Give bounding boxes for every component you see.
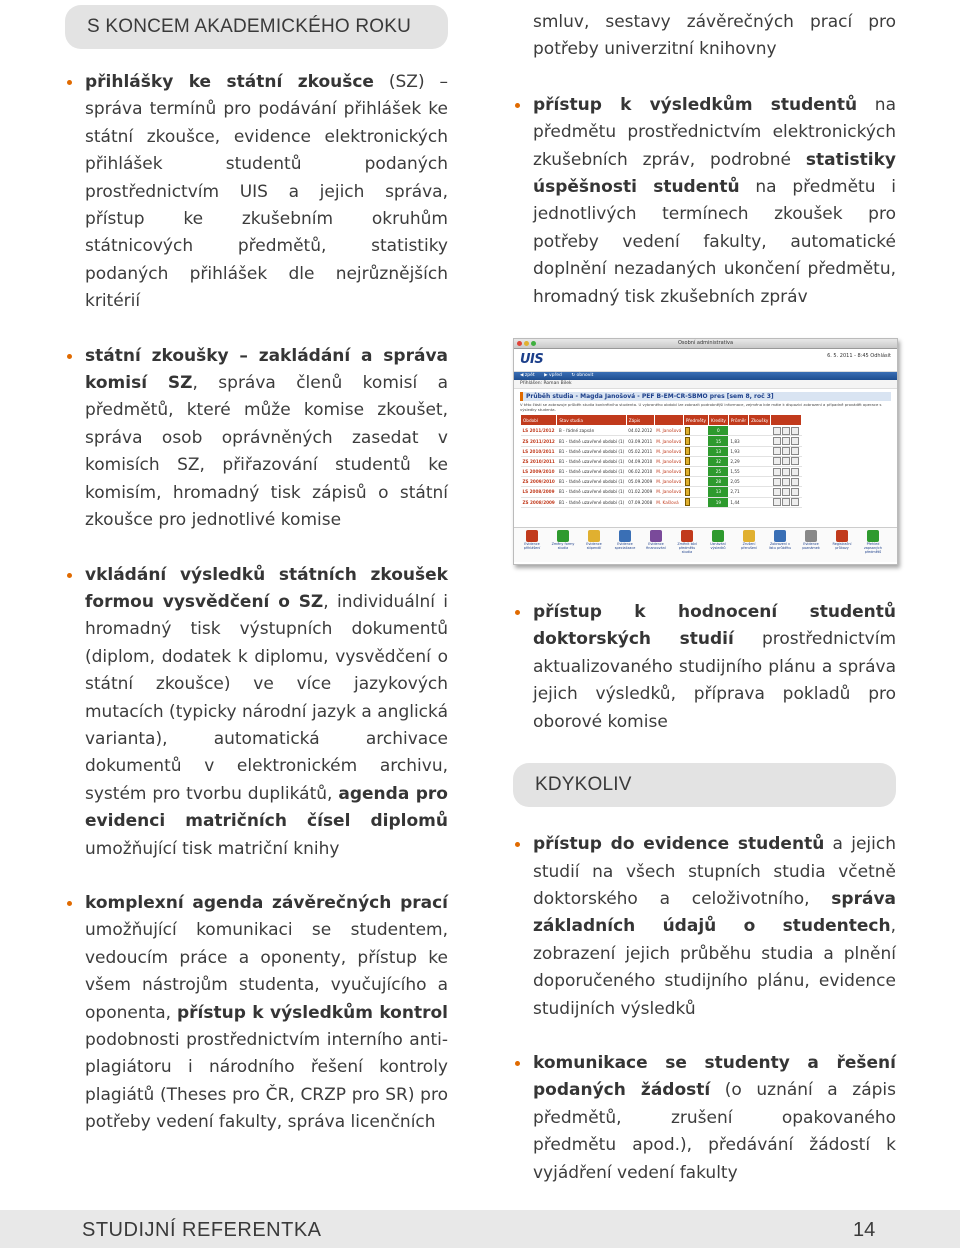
search-icon[interactable]: [791, 457, 799, 465]
edit-icon[interactable]: [773, 498, 781, 506]
cell-pr: 1,83: [728, 436, 748, 446]
search-icon[interactable]: [791, 437, 799, 445]
cell-ref: M. Janošová: [654, 477, 683, 487]
toolbar-item[interactable]: [768, 530, 792, 551]
toolbar-item[interactable]: [675, 530, 699, 554]
toolbar-item[interactable]: [830, 530, 854, 551]
edit-icon[interactable]: [773, 468, 781, 476]
cell-cr: 13: [708, 487, 728, 497]
right-column: [513, 0, 896, 1214]
search-icon[interactable]: [791, 427, 799, 435]
cell-ref: M. Kašlová: [654, 497, 683, 507]
cell-ref: M. Janošová: [654, 446, 683, 456]
cell-pr: 1,93: [728, 446, 748, 456]
row-actions: [771, 467, 802, 477]
section-title-anytime: KDYKOLIV: [513, 763, 896, 807]
print-icon[interactable]: [782, 437, 790, 445]
toolbar-item-label: Změny formy studia: [551, 542, 575, 550]
section-title-end-of-year: S KONCEM AKADEMICKÉHO ROKU: [65, 5, 448, 49]
cell-cr: 19: [708, 497, 728, 507]
subjects-bar-icon: [683, 436, 708, 446]
bar-icon[interactable]: [685, 498, 690, 506]
toolbar-item-label: Evidence stipendií: [586, 542, 602, 550]
list-item: komunikace se studenty a řešení podaných žádostí (o uznání a zápis předmětů, zrušení opakovaného předmětu apod.), předávání žádostí k vyjádření vedení fakulty: [513, 1050, 896, 1187]
toolbar-item-label: Evidence specializace: [614, 542, 636, 550]
subjects-bar-icon: [683, 477, 708, 487]
list-item: státní zkoušky – zakládání a správa komisí SZ, správa členů komisí a předmětů, které může komise zkoušet, správa osob oprávněných zasedat v komisích SZ, přiřazování studentů ke komisím, hromadný tisk zápisů o státní zkoušce pro jednotlivé komise: [65, 343, 448, 535]
toolbar-item-icon: [836, 530, 848, 542]
cell-stav: B1 - řádně uzavřené období (1): [557, 436, 626, 446]
toolbar-item-icon: [557, 530, 569, 542]
cell-pr: [728, 426, 748, 436]
list-item: přístup k hodnocení studentů doktorských studií prostřednictvím aktualizovaného studijního plánu a správa jejich výsledků, příprava pokladů pro oborové komise: [513, 599, 896, 736]
toolbar-item-label: Evidence financování: [646, 542, 666, 550]
page-title: Průběh studia - Magda Janošová - PEF B-EM-CR-SBMO pres [sem 8, roč 3]: [520, 392, 891, 401]
minimize-icon[interactable]: [524, 341, 529, 346]
row-actions: [771, 426, 802, 436]
app-header: [514, 349, 897, 372]
print-icon[interactable]: [782, 427, 790, 435]
subjects-bar-icon: [683, 497, 708, 507]
cell-ref: M. Janošová: [654, 487, 683, 497]
cell-zk: [749, 497, 771, 507]
study-table: [520, 414, 802, 508]
print-icon[interactable]: [782, 488, 790, 496]
cell-stav: B1 - řádně uzavřené období (1): [557, 446, 626, 456]
edit-icon[interactable]: [773, 478, 781, 486]
cell-stav: B - řádné zapsán: [557, 426, 626, 436]
cell-zk: [749, 477, 771, 487]
table-row[interactable]: [521, 456, 802, 466]
list-item: přihlášky ke státní zkoušce (SZ) – správa termínů pro podávání přihlášek ke státní zkoušce, evidence elektronických přihlášek studentů podaných prostřednictvím UIS a jejich správa, přístup ke zkušebním okruhům státnicových předmětů, statistiky podaných přihlášek dle nejrůznějších kritérií: [65, 69, 448, 316]
list-item: vkládání výsledků státních zkoušek formou vysvědčení o SZ, individuální i hromadný tisk výstupních dokumentů (diplom, dodatek k diplomu, vysvědčení o státní zkoušce) ve více jazykových mutacích (typicky národní jazyk a anglická varianta), automatická archivace dokumentů v elektronickém archivu, systém pro tvorbu duplikátů, agenda pro evidenci matričních čísel diplomů umožňující tisk matriční knihy: [65, 562, 448, 863]
toolbar-item-icon: [681, 530, 693, 542]
bar-icon[interactable]: [685, 447, 690, 455]
toolbar-item-icon: [743, 530, 755, 542]
cell-sem: LS 2008/2009: [521, 487, 557, 497]
cell-stav: B1 - řádně uzavřené období (1): [557, 497, 626, 507]
toolbar-item-icon: [805, 530, 817, 542]
edit-icon[interactable]: [773, 427, 781, 435]
list-item: komplexní agenda závěrečných prací umožňující komunikaci se studentem, vedoucím práce a oponenty, přístup ke všem nástrojům studenta, vyučujícího a oponenta, přístup k výsledkům kontrol podobnosti prostřednictvím interního anti-plagiátoru i národního řešení kontroly plagiátů (Theses pro ČR, CRZP pro SR) pro potřeby vedení fakulty, správa licenčních: [65, 890, 448, 1137]
cell-cr: 15: [708, 436, 728, 446]
cell-sem: LS 2011/2012: [521, 426, 557, 436]
toolbar-item-label: Zrušení přerušení: [740, 542, 758, 550]
search-icon[interactable]: [791, 478, 799, 486]
search-icon[interactable]: [791, 498, 799, 506]
cell-date: 03.09.2011: [626, 436, 654, 446]
toolbar-item[interactable]: [861, 530, 885, 554]
cell-sem: ZS 2008/2009: [521, 497, 557, 507]
cell-cr: 25: [708, 467, 728, 477]
forward-button[interactable]: ▶ vpřed: [544, 373, 562, 379]
right-bullet-list-c: [513, 831, 896, 1187]
search-icon[interactable]: [791, 488, 799, 496]
toolbar-item-label: Změnit kód předmětu studia: [677, 542, 697, 554]
header-session: 6. 5. 2011 - 8:45 Odhlásit: [827, 353, 891, 360]
back-button[interactable]: ◀ zpět: [520, 373, 535, 379]
cell-sem: ZS 2009/2010: [521, 477, 557, 487]
left-column: [65, 0, 448, 1164]
cell-stav: B1 - řádně uzavřené období (1): [557, 456, 626, 466]
cell-pr: 1,55: [728, 467, 748, 477]
action-toolbar: [514, 527, 897, 562]
cell-date: 01.02.2009: [626, 487, 654, 497]
toolbar-item[interactable]: [799, 530, 823, 551]
toolbar-item[interactable]: [582, 530, 606, 551]
cell-ref: M. Janošová: [654, 456, 683, 466]
toolbar-item[interactable]: [551, 530, 575, 551]
cell-pr: 2,71: [728, 487, 748, 497]
toolbar-item-icon: [526, 530, 538, 542]
right-bullet-list-b: [513, 599, 896, 736]
table-row[interactable]: [521, 477, 802, 487]
cell-stav: B1 - řádně uzavřené období (1): [557, 467, 626, 477]
cell-sem: ZS 2010/2011: [521, 456, 557, 466]
cell-sem: ZS 2011/2012: [521, 436, 557, 446]
cell-cr: 28: [708, 477, 728, 487]
toolbar-item-label: Uznávání výsledků: [710, 542, 726, 550]
search-icon[interactable]: [791, 468, 799, 476]
continued-text: smluv, sestavy závěrečných prací pro potřeby univerzitní knihovny: [533, 12, 896, 60]
row-actions: [771, 477, 802, 487]
bar-icon[interactable]: [685, 457, 690, 465]
bar-icon[interactable]: [685, 468, 690, 476]
toolbar-item-label: Registrační průkazy: [832, 542, 852, 550]
breadcrumb: Přihlášen: Roman Bilek: [514, 380, 897, 389]
row-actions: [771, 487, 802, 497]
subjects-bar-icon: [683, 446, 708, 456]
cell-zk: [749, 446, 771, 456]
cell-zk: [749, 467, 771, 477]
print-icon[interactable]: [782, 447, 790, 455]
subjects-bar-icon: [683, 467, 708, 477]
toolbar-item-icon: [774, 530, 786, 542]
toolbar-item-icon: [650, 530, 662, 542]
cell-date: 04.02.2012: [626, 426, 654, 436]
cell-pr: 2,05: [728, 477, 748, 487]
cell-pr: 2,29: [728, 456, 748, 466]
cell-date: 04.09.2010: [626, 456, 654, 466]
toolbar-item[interactable]: [706, 530, 730, 551]
cell-stav: B1 - řádně uzavřené období (1): [557, 477, 626, 487]
cell-pr: 1,44: [728, 497, 748, 507]
cell-ref: M. Janošová: [654, 436, 683, 446]
list-item: přístup do evidence studentů a jejich studií na všech stupních studia včetně doktorského a celoživotního, správa základních údajů o studentech, zobrazení jejich průběhu studia a plnění doporučeného studijního plánu, evidence studijních výsledků: [513, 831, 896, 1023]
search-icon[interactable]: [791, 447, 799, 455]
table-header: Období Stav studia Zápis Předměty Kredity Průměr Zkoušky: [521, 415, 802, 426]
cell-zk: [749, 456, 771, 466]
cell-cr: 32: [708, 456, 728, 466]
page-footer: [0, 1210, 960, 1248]
cell-ref: M. Janošová: [654, 467, 683, 477]
row-actions: [771, 497, 802, 507]
row-actions: [771, 456, 802, 466]
maximize-icon[interactable]: [531, 341, 536, 346]
toolbar-item-icon: [588, 530, 600, 542]
window-title: Osobní administrativa: [677, 340, 734, 347]
cell-date: 06.02.2010: [626, 467, 654, 477]
row-actions: [771, 446, 802, 456]
cell-cr: 0: [708, 426, 728, 436]
menu-bar: [514, 372, 897, 380]
cell-date: 07.09.2008: [626, 497, 654, 507]
subjects-bar-icon: [683, 456, 708, 466]
close-icon[interactable]: [517, 341, 522, 346]
left-bullet-list: [65, 69, 448, 1137]
cell-ref: M. Janošová: [654, 426, 683, 436]
bar-icon[interactable]: [685, 437, 690, 445]
cell-date: 05.02.2011: [626, 446, 654, 456]
page-description: V této části se zobrazuje průběh studia konkrétního studenta. U vybraného období lze zobrazit podrobnější informace, zejména kde máte k dispozici zobrazení a případně provádět operace s výsledky studenta.: [520, 402, 882, 412]
bar-icon[interactable]: [685, 478, 690, 486]
edit-icon[interactable]: [773, 457, 781, 465]
table-row[interactable]: [521, 436, 802, 446]
bar-icon[interactable]: [685, 488, 690, 496]
toolbar-item-label: Evidence přihlášení: [523, 542, 541, 550]
table-row[interactable]: [521, 497, 802, 507]
bar-icon[interactable]: [685, 427, 690, 435]
list-item: přístup k výsledkům studentů na předmětu prostřednictvím elektronických zkušebních zpráv, podrobné statistiky úspěšnosti studentů na předmětu i jednotlivých termínech zkoušek pro potřeby vedení fakulty, automatické doplnění nezadaných ukončení předmětu, hromadný tisk zkušebních zpráv: [513, 92, 896, 311]
subjects-bar-icon: [683, 487, 708, 497]
toolbar-item-icon: [619, 530, 631, 542]
footer-title: STUDIJNÍ REFERENTKA: [82, 1219, 322, 1241]
toolbar-item-label: Evidence poznámek: [802, 542, 820, 550]
cell-cr: 13: [708, 446, 728, 456]
toolbar-item[interactable]: [613, 530, 637, 551]
toolbar-item[interactable]: [737, 530, 761, 551]
print-icon[interactable]: [782, 498, 790, 506]
toolbar-item[interactable]: [644, 530, 668, 551]
table-row[interactable]: [521, 487, 802, 497]
cell-zk: [749, 426, 771, 436]
toolbar-item[interactable]: [520, 530, 544, 551]
cell-sem: LS 2010/2011: [521, 446, 557, 456]
window-titlebar: [514, 339, 897, 349]
subjects-bar-icon: [683, 426, 708, 436]
cell-zk: [749, 436, 771, 446]
cell-sem: LS 2009/2010: [521, 467, 557, 477]
edit-icon[interactable]: [773, 437, 781, 445]
right-bullet-list-a: [513, 92, 896, 311]
refresh-button[interactable]: ↻ obnovit: [571, 373, 594, 379]
table-row[interactable]: [521, 467, 802, 477]
row-actions: [771, 436, 802, 446]
toolbar-item-label: Zobrazení v listu průběhu: [768, 542, 792, 550]
print-icon[interactable]: [782, 457, 790, 465]
cell-stav: B1 - řádně uzavřené období (1): [557, 487, 626, 497]
uis-logo: UIS: [520, 352, 544, 368]
print-icon[interactable]: [782, 478, 790, 486]
toolbar-item-icon: [712, 530, 724, 542]
print-icon[interactable]: [782, 468, 790, 476]
edit-icon[interactable]: [773, 488, 781, 496]
toolbar-item-icon: [867, 530, 879, 542]
uis-screenshot: [513, 338, 898, 565]
page-number: 14: [853, 1219, 876, 1241]
table-row[interactable]: [521, 446, 802, 456]
cell-zk: [749, 487, 771, 497]
toolbar-item-label: Přehled zapsaných předmětů: [863, 542, 883, 554]
table-row[interactable]: [521, 426, 802, 436]
edit-icon[interactable]: [773, 447, 781, 455]
cell-date: 05.09.2009: [626, 477, 654, 487]
